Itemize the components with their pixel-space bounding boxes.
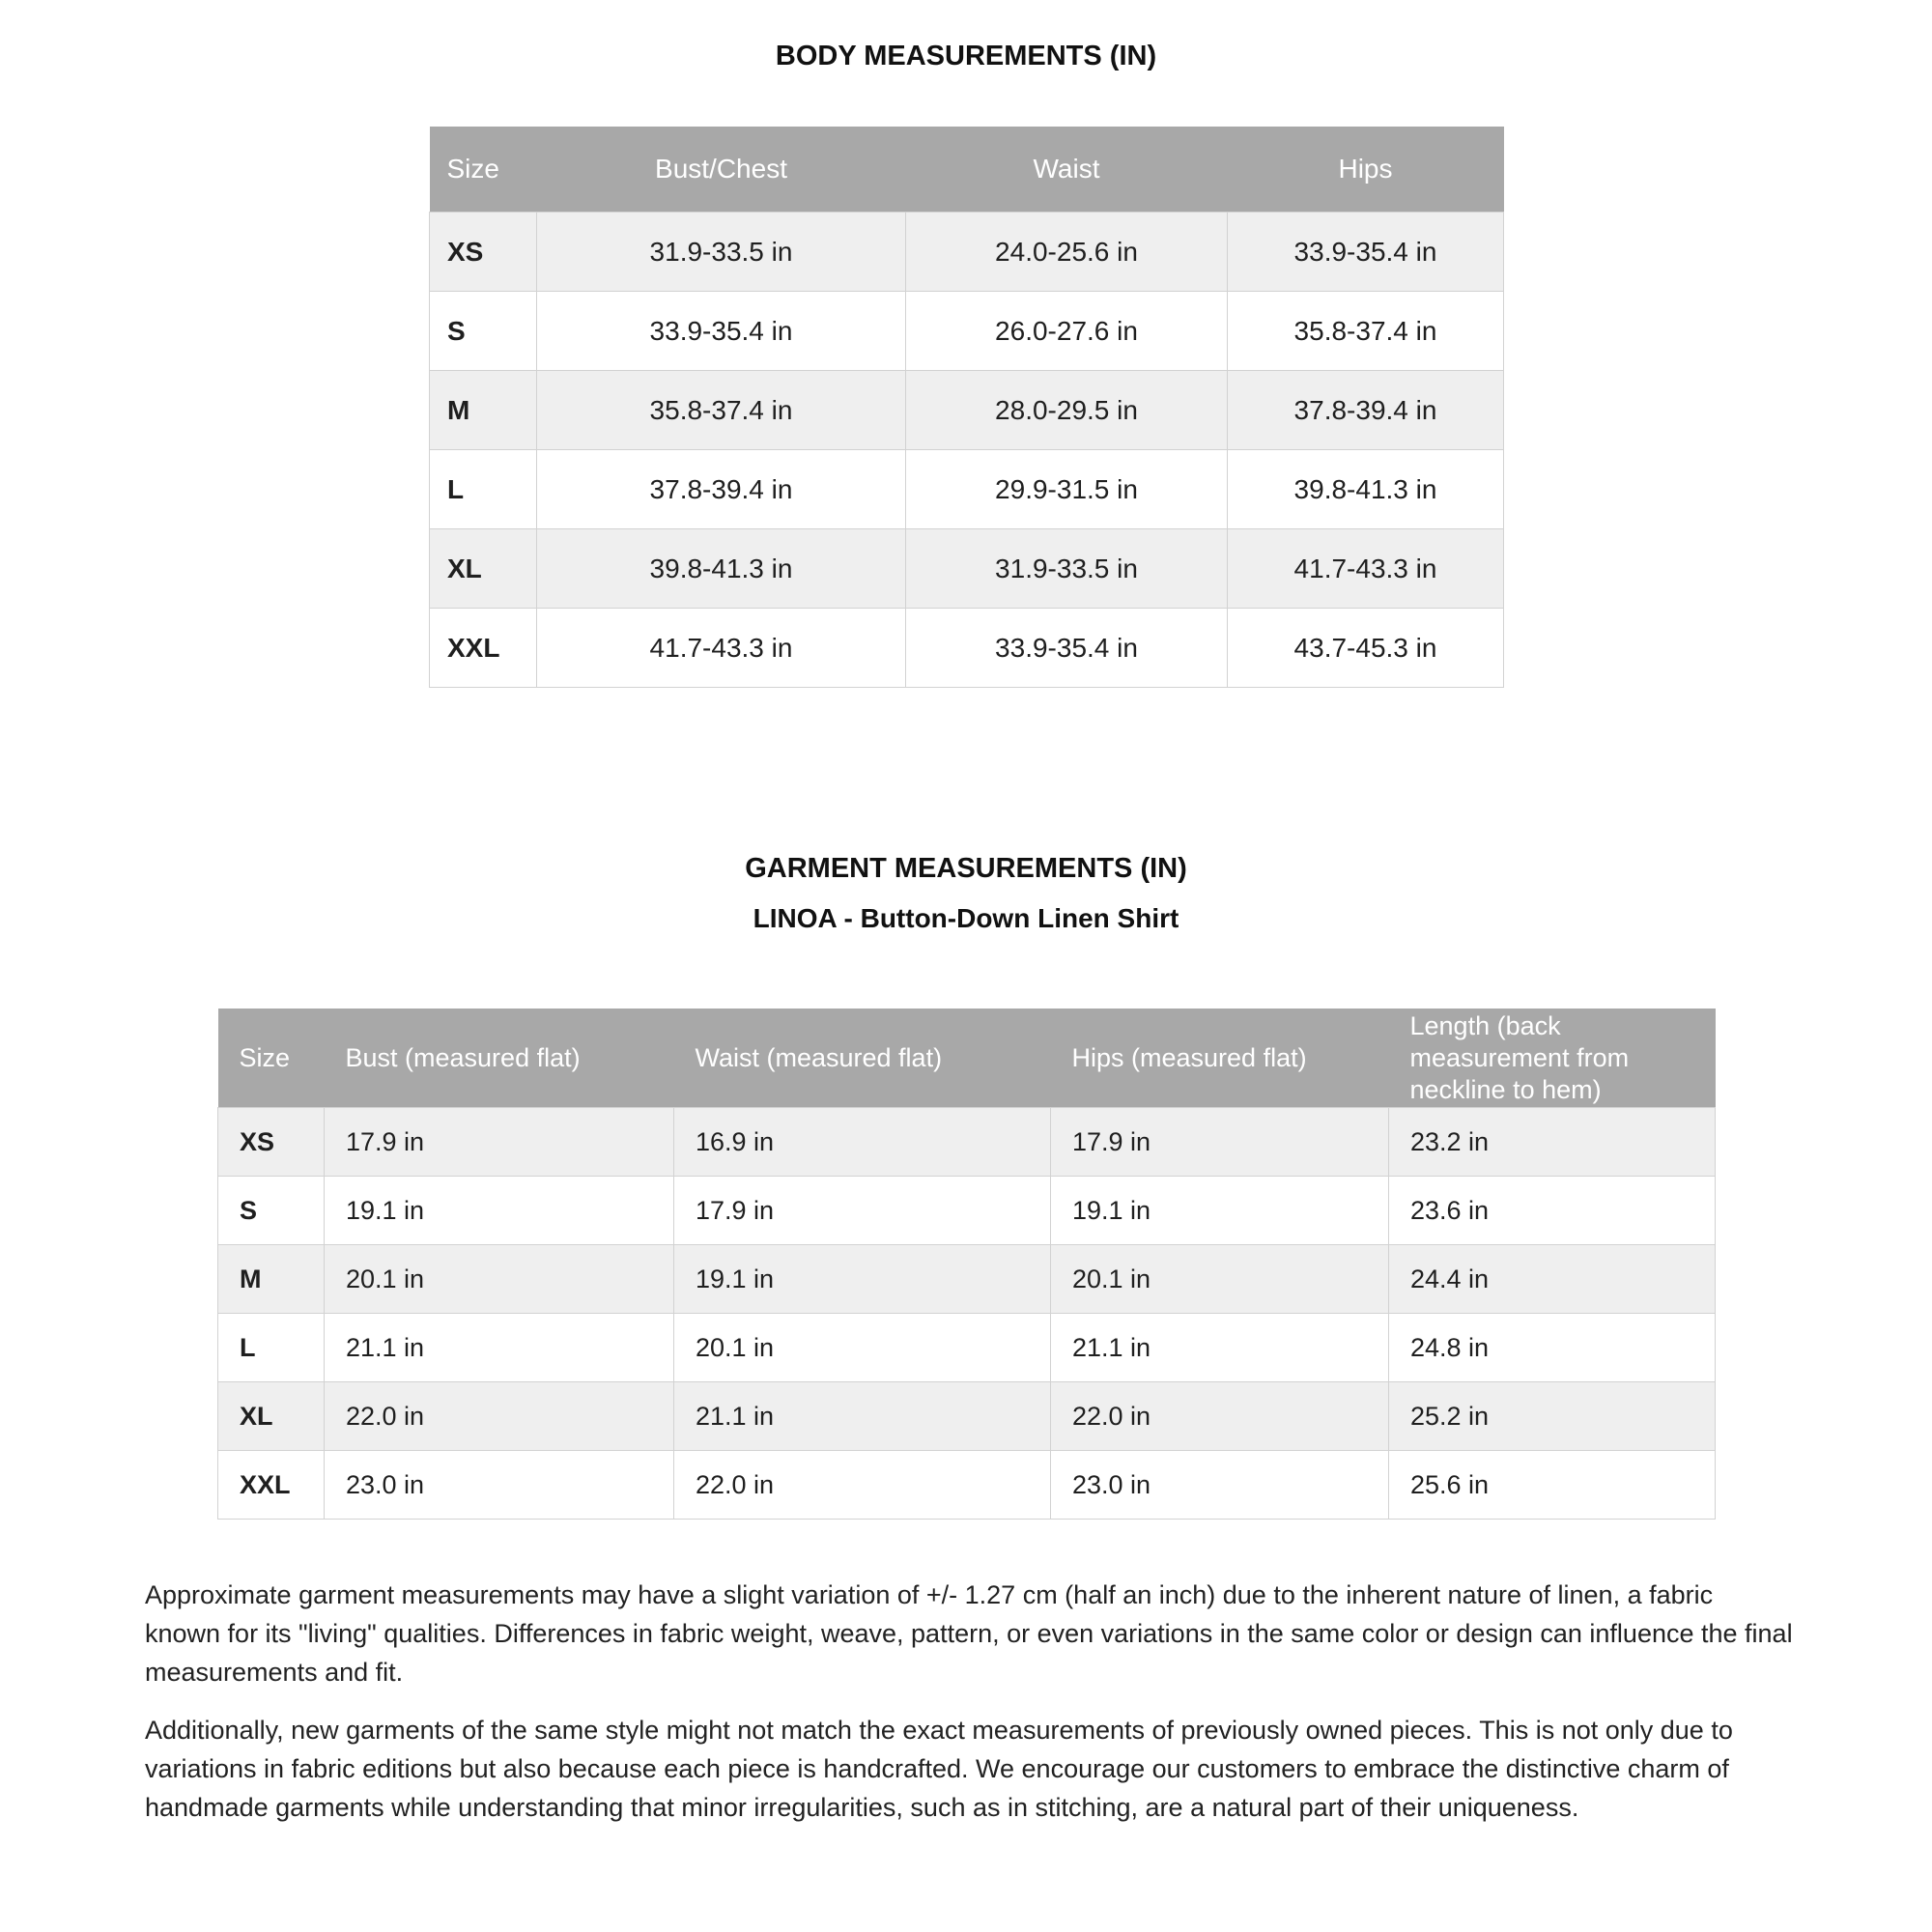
- size-label: M: [430, 371, 537, 450]
- measurement-cell: 31.9-33.5 in: [537, 213, 906, 292]
- size-label: XXL: [218, 1451, 325, 1520]
- table-row: [218, 1314, 1716, 1382]
- size-label: XL: [218, 1382, 325, 1451]
- header-row: [430, 127, 1504, 213]
- column-header: Hips: [1228, 127, 1504, 213]
- measurement-cell: 25.2 in: [1389, 1382, 1716, 1451]
- measurement-cell: 24.4 in: [1389, 1245, 1716, 1314]
- measurement-cell: 31.9-33.5 in: [906, 529, 1228, 609]
- size-label: XS: [430, 213, 537, 292]
- measurement-cell: 24.0-25.6 in: [906, 213, 1228, 292]
- measurement-cell: 17.9 in: [325, 1108, 674, 1177]
- measurement-cell: 33.9-35.4 in: [537, 292, 906, 371]
- header-row: [218, 1009, 1716, 1108]
- measurement-cell: 26.0-27.6 in: [906, 292, 1228, 371]
- table-row: [218, 1382, 1716, 1451]
- column-header: Bust (measured flat): [325, 1009, 674, 1108]
- measurement-cell: 21.1 in: [325, 1314, 674, 1382]
- measurement-cell: 17.9 in: [674, 1177, 1051, 1245]
- measurement-cell: 21.1 in: [674, 1382, 1051, 1451]
- measurement-cell: 23.6 in: [1389, 1177, 1716, 1245]
- column-header: Length (back measurement from neckline to hem): [1389, 1009, 1716, 1108]
- garment-measurements-title: GARMENT MEASUREMENTS (IN): [745, 853, 1187, 884]
- table-row: [218, 1245, 1716, 1314]
- measurement-cell: 29.9-31.5 in: [906, 450, 1228, 529]
- measurement-cell: 39.8-41.3 in: [537, 529, 906, 609]
- measurement-cell: 33.9-35.4 in: [1228, 213, 1504, 292]
- measurement-cell: 24.8 in: [1389, 1314, 1716, 1382]
- column-header: Size: [218, 1009, 325, 1108]
- measurement-cell: 16.9 in: [674, 1108, 1051, 1177]
- measurement-cell: 22.0 in: [325, 1382, 674, 1451]
- size-label: S: [218, 1177, 325, 1245]
- column-header: Waist: [906, 127, 1228, 213]
- measurement-cell: 41.7-43.3 in: [537, 609, 906, 688]
- table-row: [430, 609, 1504, 688]
- size-label: M: [218, 1245, 325, 1314]
- garment-product-subtitle: LINOA - Button-Down Linen Shirt: [753, 903, 1179, 933]
- column-header: Hips (measured flat): [1051, 1009, 1389, 1108]
- size-label: XL: [430, 529, 537, 609]
- measurement-cell: 39.8-41.3 in: [1228, 450, 1504, 529]
- column-header: Bust/Chest: [537, 127, 906, 213]
- table-row: [218, 1108, 1716, 1177]
- measurement-cell: 21.1 in: [1051, 1314, 1389, 1382]
- handcrafted-disclaimer-paragraph: Additionally, new garments of the same style might not match the exact measurements of previously owned pieces. This is not only due to variations in fabric editions but also because each piece is handcrafted. We encourage our customers to embrace the distinctive charm of handmade garments while understanding that minor irregularities, such as in stitching, are a natural part of their uniqueness.: [145, 1716, 1733, 1822]
- size-label: L: [218, 1314, 325, 1382]
- measurement-cell: 20.1 in: [1051, 1245, 1389, 1314]
- body-measurements-title: BODY MEASUREMENTS (IN): [775, 41, 1157, 71]
- table-row: [218, 1177, 1716, 1245]
- table-row: [430, 450, 1504, 529]
- size-label: XS: [218, 1108, 325, 1177]
- measurement-cell: 22.0 in: [674, 1451, 1051, 1520]
- measurement-cell: 25.6 in: [1389, 1451, 1716, 1520]
- measurement-cell: 19.1 in: [325, 1177, 674, 1245]
- body-measurements-table: [429, 127, 1504, 688]
- measurement-cell: 33.9-35.4 in: [906, 609, 1228, 688]
- variation-disclaimer-paragraph: Approximate garment measurements may have a slight variation of +/- 1.27 cm (half an inch) due to the inherent nature of linen, a fabric known for its "living" qualities. Differences in fabric weight, weave, pattern, or even variations in the same color or design can influence the final measurements and fit.: [145, 1580, 1793, 1687]
- measurement-cell: 37.8-39.4 in: [537, 450, 906, 529]
- table-row: [430, 529, 1504, 609]
- size-label: L: [430, 450, 537, 529]
- measurement-cell: 41.7-43.3 in: [1228, 529, 1504, 609]
- measurement-cell: 43.7-45.3 in: [1228, 609, 1504, 688]
- column-header: Waist (measured flat): [674, 1009, 1051, 1108]
- measurement-cell: 22.0 in: [1051, 1382, 1389, 1451]
- measurement-cell: 23.2 in: [1389, 1108, 1716, 1177]
- column-header: Size: [430, 127, 537, 213]
- measurement-cell: 37.8-39.4 in: [1228, 371, 1504, 450]
- measurement-cell: 28.0-29.5 in: [906, 371, 1228, 450]
- size-label: S: [430, 292, 537, 371]
- garment-measurements-table: [217, 1009, 1716, 1520]
- table-row: [218, 1451, 1716, 1520]
- measurement-cell: 35.8-37.4 in: [537, 371, 906, 450]
- measurement-cell: 35.8-37.4 in: [1228, 292, 1504, 371]
- measurement-cell: 19.1 in: [674, 1245, 1051, 1314]
- measurement-cell: 20.1 in: [674, 1314, 1051, 1382]
- measurement-cell: 20.1 in: [325, 1245, 674, 1314]
- table-row: [430, 371, 1504, 450]
- disclaimer-notes: [145, 1576, 1793, 1827]
- measurement-cell: 23.0 in: [325, 1451, 674, 1520]
- measurement-cell: 19.1 in: [1051, 1177, 1389, 1245]
- table-row: [430, 292, 1504, 371]
- measurement-cell: 17.9 in: [1051, 1108, 1389, 1177]
- table-row: [430, 213, 1504, 292]
- measurement-cell: 23.0 in: [1051, 1451, 1389, 1520]
- size-label: XXL: [430, 609, 537, 688]
